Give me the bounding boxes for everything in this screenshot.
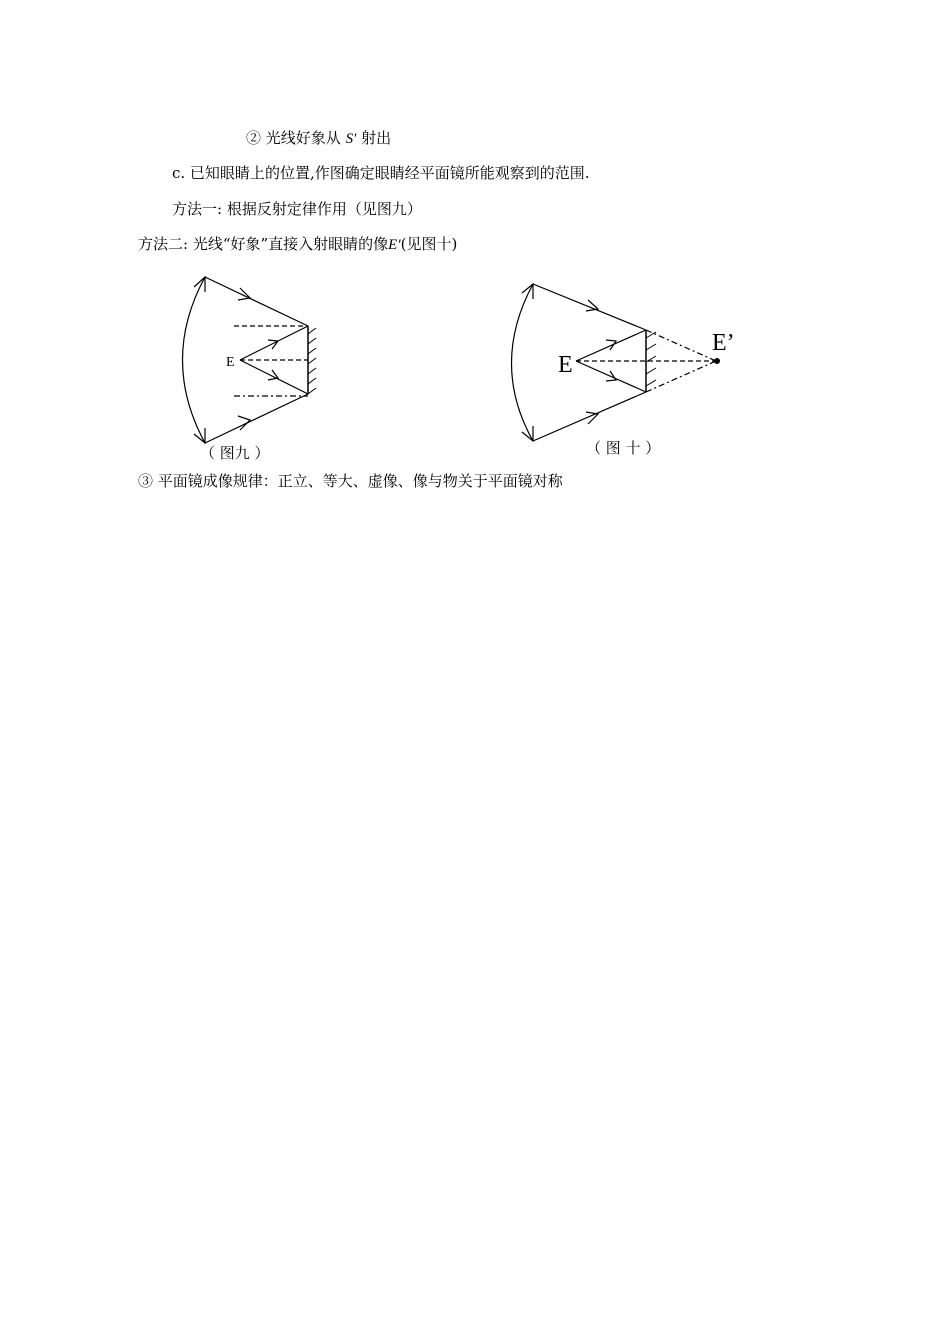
fig10-eye-label: E [558,352,573,378]
fig10-ray-bottom [533,392,646,441]
fig10-caption: （ 图 十 ） [586,439,661,457]
line4-suffix: (见图十) [400,235,458,253]
fig10-image-label: E’ [712,330,735,356]
fig10-image-point [714,358,720,364]
line1-suffix: 射出 [361,129,392,147]
text-line-5: ③ 平面镜成像规律：正立、等大、虚像、像与物关于平面镜对称 [138,472,563,490]
line1-prefix: ② 光线好象从 [246,129,341,147]
fig10-mirror-hatch [646,332,656,386]
fig10-arc [512,284,534,441]
line4-prefix: 方法二: 光线“好象”直接入射眼睛的像 [138,235,389,253]
text-line-2: c. 已知眼睛上的位置,作图确定眼睛经平面镜所能观察到的范围. [172,164,590,182]
fig10-dashdot-top [646,330,716,361]
figure-10 [0,0,950,500]
fig10-reflect-bottom [576,361,646,392]
fig10-reflect-top [576,330,646,361]
fig10-dashdot-bottom [646,361,716,392]
line4-variable: E′ [388,237,401,253]
fig10-ray-bottom-arrow [586,412,598,424]
fig10-ray-top-arrow [586,300,598,311]
fig9-eye-label: E [226,355,235,370]
fig10-ray-top [533,284,646,330]
line1-variable: S′ [345,131,357,147]
text-line-3: 方法一: 根据反射定律作用（见图九） [172,200,422,218]
fig9-caption: （ 图九 ） [200,444,270,462]
